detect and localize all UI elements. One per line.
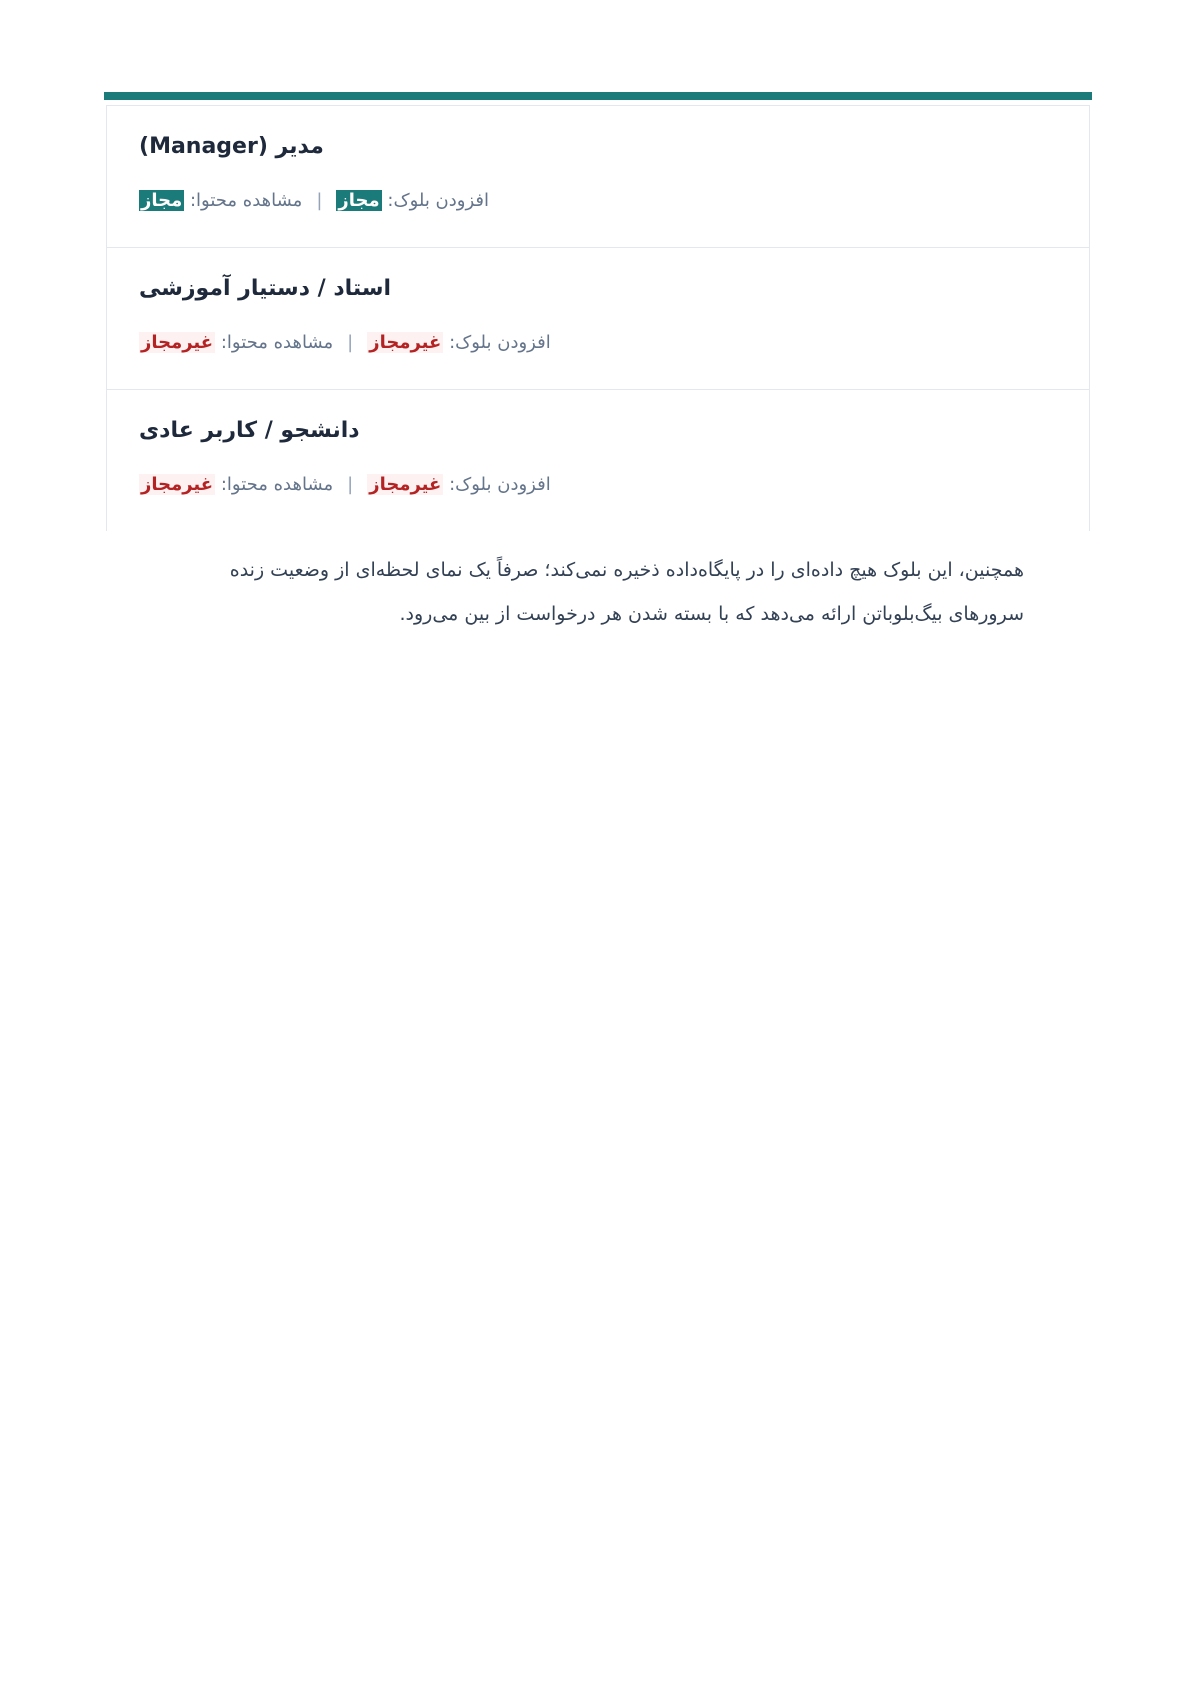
note-paragraph — [104, 548, 1024, 636]
accent-bar — [104, 92, 1092, 100]
permission-line — [139, 474, 551, 495]
role-card-manager — [107, 106, 1089, 248]
separator: | — [347, 332, 354, 353]
separator: | — [316, 190, 323, 211]
role-title: مدیر (Manager) — [139, 134, 324, 159]
view-content-status-badge: مجاز — [141, 190, 183, 211]
add-block-status-badge: غیرمجاز — [369, 474, 442, 495]
role-card-student — [107, 390, 1089, 531]
role-title: دانشجو / کاربر عادی — [139, 418, 360, 443]
permission-line — [139, 190, 489, 211]
view-content-status-badge: غیرمجاز — [141, 474, 214, 495]
permission-line — [139, 332, 551, 353]
add-block-status-badge: غیرمجاز — [369, 332, 442, 353]
role-title: استاد / دستیار آموزشی — [139, 276, 392, 301]
note-line: همچنین، این بلوک هیچ داده‌ای را در پایگاه‌داده ذخیره نمی‌کند؛ صرفاً یک نمای لحظه‌ای از وضعیت زنده — [229, 559, 1024, 581]
add-block-status-badge: مجاز — [338, 190, 380, 211]
view-content-label: مشاهده محتوا: — [220, 332, 334, 353]
add-block-label: افزودن بلوک: — [449, 474, 551, 495]
note-line: سرورهای بیگ‌بلوباتن ارائه می‌دهد که با بسته شدن هر درخواست از بین می‌رود. — [399, 603, 1024, 625]
view-content-label: مشاهده محتوا: — [189, 190, 303, 211]
add-block-label: افزودن بلوک: — [387, 190, 490, 211]
add-block-label: افزودن بلوک: — [449, 332, 551, 353]
role-permissions-table — [106, 105, 1090, 531]
view-content-label: مشاهده محتوا: — [220, 474, 334, 495]
role-card-instructor — [107, 248, 1089, 390]
separator: | — [347, 474, 354, 495]
view-content-status-badge: غیرمجاز — [141, 332, 214, 353]
